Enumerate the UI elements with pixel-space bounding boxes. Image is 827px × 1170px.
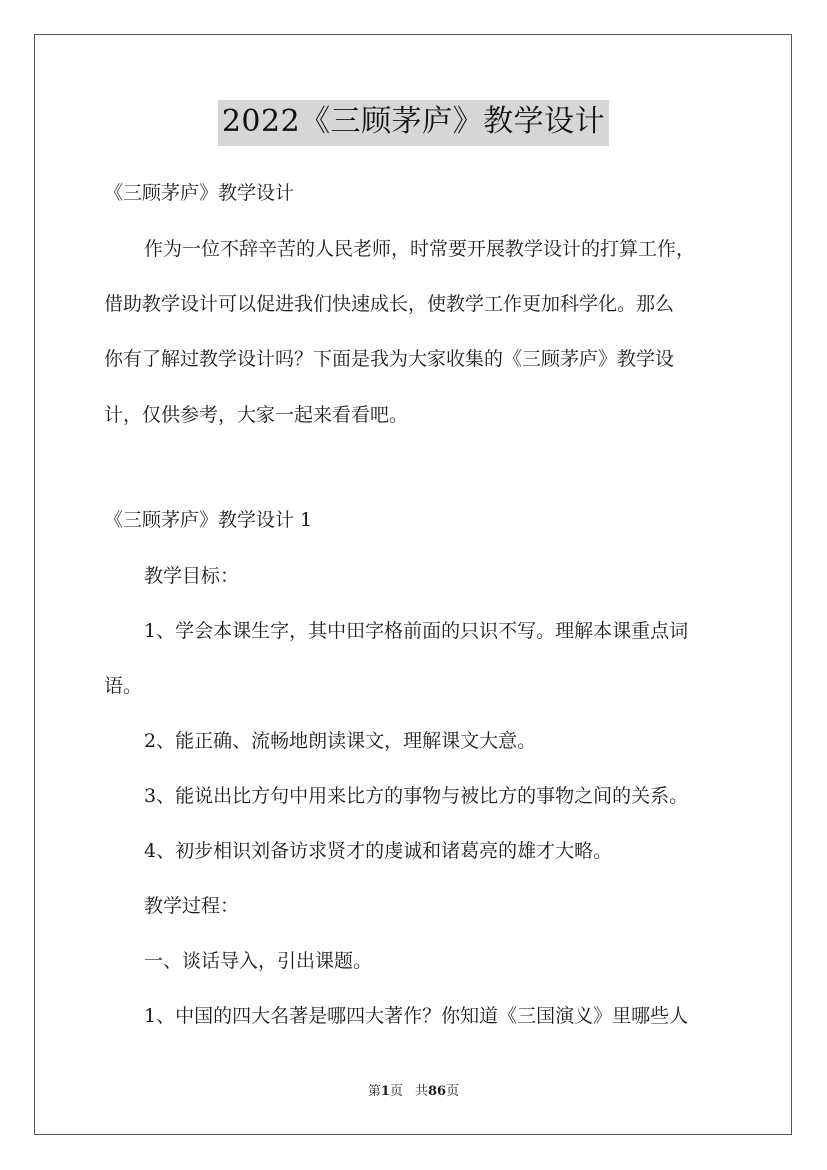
- page-footer: [0, 1083, 827, 1101]
- objective-item: 4、初步相识刘备访求贤才的虔诚和诸葛亮的雄才大略。: [144, 840, 613, 862]
- document-title: 2022《三顾茅庐》教学设计: [218, 100, 609, 146]
- page-prefix: 第: [367, 1084, 381, 1099]
- section-heading: 《三顾茅庐》教学设计: [104, 182, 295, 204]
- objective-item: 2、能正确、流畅地朗读课文，理解课文大意。: [144, 730, 537, 752]
- paragraph-line: 你有了解过教学设计吗？下面是我为大家收集的《三顾茅庐》教学设: [104, 348, 675, 370]
- total-prefix: 共: [414, 1084, 428, 1099]
- page-suffix: 页: [389, 1084, 403, 1099]
- subheading: 教学过程：: [144, 895, 240, 917]
- paragraph-line: 计，仅供参考，大家一起来看看吧。: [104, 404, 409, 426]
- objective-item: 3、能说出比方句中用来比方的事物与被比方的事物之间的关系。: [144, 785, 689, 807]
- process-item: 1、中国的四大名著是哪四大著作？你知道《三国演义》里哪些人: [144, 1005, 689, 1027]
- paragraph-line: 作为一位不辞辛苦的人民老师，时常要开展教学设计的打算工作，: [144, 238, 696, 260]
- page-total: 86: [427, 1084, 447, 1099]
- objective-item-continued: 语。: [104, 675, 143, 697]
- paragraph-line: 借助教学设计可以促进我们快速成长，使教学工作更加科学化。那么: [104, 293, 675, 315]
- title-wrap: [0, 100, 827, 146]
- total-suffix: 页: [446, 1084, 460, 1099]
- page-current: 1: [380, 1084, 390, 1099]
- objective-item: 1、学会本课生字，其中田字格前面的只识不写。理解本课重点词: [144, 620, 689, 642]
- subheading: 教学目标：: [144, 565, 240, 587]
- section-heading: 《三顾茅庐》教学设计 1: [104, 509, 313, 531]
- process-step: 一、谈话导入，引出课题。: [144, 950, 373, 972]
